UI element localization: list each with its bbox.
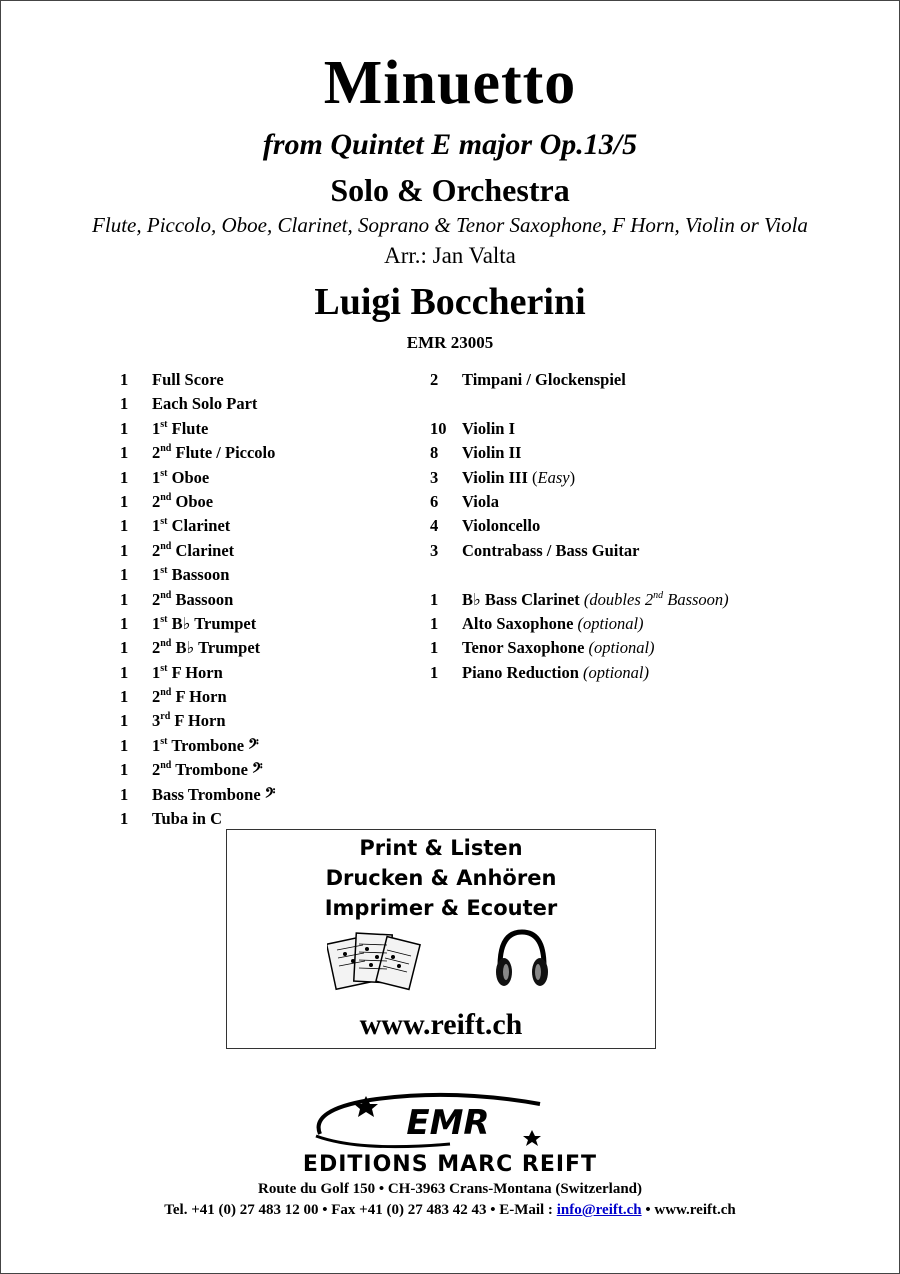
part-row — [120, 612, 275, 636]
part-row — [120, 563, 275, 587]
part-row-timpani — [430, 368, 729, 392]
publisher-address: Route du Golf 150 • CH-3963 Crans-Montana (Switzerland) — [258, 1181, 642, 1197]
catalog-number: EMR 23005 — [406, 333, 494, 352]
part-row-alto-sax — [430, 612, 729, 636]
part-qty: 10 — [430, 418, 447, 438]
part-qty: 1 — [120, 662, 129, 682]
part-name: 2nd Bassoon — [152, 589, 234, 609]
part-row-violin-3 — [430, 466, 729, 490]
promo-url[interactable]: www.reift.ch — [359, 1008, 523, 1041]
part-row-violin-2 — [430, 441, 729, 465]
composer: Luigi Boccherini — [314, 281, 586, 323]
part-row — [120, 588, 275, 612]
part-name: 2nd F Horn — [152, 687, 227, 707]
svg-text:EMR: EMR — [406, 1103, 490, 1143]
part-name: Tenor Saxophone — [462, 638, 585, 658]
part-name: 2nd Flute / Piccolo — [152, 443, 276, 463]
email-link[interactable]: info@reift.ch — [556, 1202, 642, 1218]
part-row — [120, 783, 275, 807]
part-name: Viola — [462, 491, 499, 511]
part-name: 2nd Clarinet — [152, 540, 235, 560]
part-row — [120, 685, 275, 709]
emr-logo — [300, 1090, 560, 1154]
part-qty: 4 — [430, 516, 439, 536]
part-name: Contrabass / Bass Guitar — [462, 540, 640, 560]
piece-subtitle: from Quintet E major Op.13/5 — [262, 128, 638, 161]
part-qty: 3 — [430, 540, 439, 560]
part-name: 1st Bassoon — [152, 565, 230, 585]
part-note: (optional) — [577, 613, 644, 633]
part-row — [120, 490, 275, 514]
part-row — [120, 734, 275, 758]
part-row-violin-1 — [430, 417, 729, 441]
part-qty: 1 — [120, 565, 129, 585]
part-qty: 1 — [120, 638, 129, 658]
part-note: (optional) — [588, 638, 655, 658]
part-qty: 1 — [120, 443, 129, 463]
part-qty: 1 — [120, 784, 129, 804]
part-name: Tuba in C — [152, 809, 223, 829]
part-qty: 1 — [120, 540, 129, 560]
solo-heading: Solo & Orchestra — [330, 172, 570, 208]
part-row — [120, 441, 275, 465]
parts-list-left — [120, 368, 275, 831]
part-row-bass-clarinet — [430, 588, 729, 612]
part-qty: 1 — [120, 394, 129, 414]
part-qty: 1 — [430, 613, 439, 633]
part-name: Violin II — [462, 443, 522, 463]
part-name: Violoncello — [462, 516, 541, 536]
part-row — [120, 661, 275, 685]
contact-website: • www.reift.ch — [641, 1202, 736, 1218]
part-row — [120, 392, 275, 416]
publisher-contact — [0, 1202, 900, 1219]
part-name: 3rd F Horn — [152, 711, 226, 731]
part-note: (optional) — [583, 662, 650, 682]
part-qty: 3 — [430, 467, 439, 487]
contact-phone-fax: Tel. +41 (0) 27 483 12 00 • Fax +41 (0) 27 483 42 43 • E-Mail : — [164, 1202, 557, 1218]
part-note: (Easy) — [532, 467, 576, 487]
part-name: 1st Trombone 𝄢 — [152, 735, 259, 755]
part-qty: 1 — [120, 491, 129, 511]
part-qty: 1 — [120, 687, 129, 707]
part-name: 1st Oboe — [152, 467, 210, 487]
parts-list-right — [430, 368, 729, 685]
part-row-piano — [430, 661, 729, 685]
part-name: 1st B♭ Trumpet — [152, 613, 257, 633]
part-name: Violin III — [462, 467, 528, 487]
part-qty: 1 — [120, 516, 129, 536]
part-qty: 1 — [120, 467, 129, 487]
part-row — [120, 636, 275, 660]
sheet-music-icon — [327, 928, 423, 998]
part-name: 2nd B♭ Trumpet — [152, 638, 261, 658]
part-name: Each Solo Part — [152, 394, 258, 414]
arranger: Arr.: Jan Valta — [384, 243, 516, 268]
part-name: 1st Flute — [152, 418, 209, 438]
part-qty: 1 — [120, 711, 129, 731]
part-row — [120, 466, 275, 490]
part-note: (doubles 2nd Bassoon) — [583, 589, 729, 609]
part-qty: 1 — [120, 735, 129, 755]
part-qty: 1 — [120, 613, 129, 633]
part-qty: 2 — [430, 370, 439, 389]
part-qty: 1 — [430, 662, 439, 682]
print-listen-box — [226, 829, 656, 1049]
part-qty: 1 — [120, 760, 129, 780]
part-name: 1st Clarinet — [152, 516, 231, 536]
part-qty: 1 — [120, 370, 129, 389]
part-qty: 6 — [430, 491, 439, 511]
part-row — [120, 758, 275, 782]
part-name: 1st F Horn — [152, 662, 223, 682]
part-row — [120, 539, 275, 563]
part-name: Timpani / Glockenspiel — [462, 370, 626, 389]
promo-line-german: Drucken & Anhören — [325, 866, 557, 890]
part-name: Piano Reduction — [462, 662, 579, 682]
part-row — [120, 368, 275, 392]
publisher-name: EDITIONS MARC REIFT — [302, 1152, 598, 1177]
promo-line-english: Print & Listen — [359, 836, 523, 860]
part-row — [120, 417, 275, 441]
part-row-contrabass — [430, 539, 729, 563]
part-qty: 1 — [120, 809, 129, 829]
part-row — [120, 514, 275, 538]
part-qty: 1 — [430, 589, 439, 609]
part-row-tenor-sax — [430, 636, 729, 660]
part-name: 2nd Trombone 𝄢 — [152, 760, 263, 780]
part-name: B♭ Bass Clarinet — [462, 589, 580, 609]
part-name: 2nd Oboe — [152, 491, 214, 511]
part-name: Full Score — [152, 370, 224, 389]
solo-instruments: Flute, Piccolo, Oboe, Clarinet, Soprano & Tenor Saxophone, F Horn, Violin or Viola — [92, 213, 808, 237]
part-qty: 1 — [430, 638, 439, 658]
part-qty: 1 — [120, 418, 129, 438]
part-row — [120, 709, 275, 733]
part-row — [120, 807, 275, 831]
part-name: Violin I — [462, 418, 516, 438]
part-qty: 1 — [120, 589, 129, 609]
part-qty: 8 — [430, 443, 439, 463]
part-row-cello — [430, 514, 729, 538]
part-row-viola — [430, 490, 729, 514]
headphones-icon — [492, 926, 552, 992]
promo-line-french: Imprimer & Ecouter — [324, 896, 558, 920]
piece-title: Minuetto — [323, 49, 577, 117]
part-name: Alto Saxophone — [462, 613, 574, 633]
part-name: Bass Trombone 𝄢 — [152, 784, 276, 804]
